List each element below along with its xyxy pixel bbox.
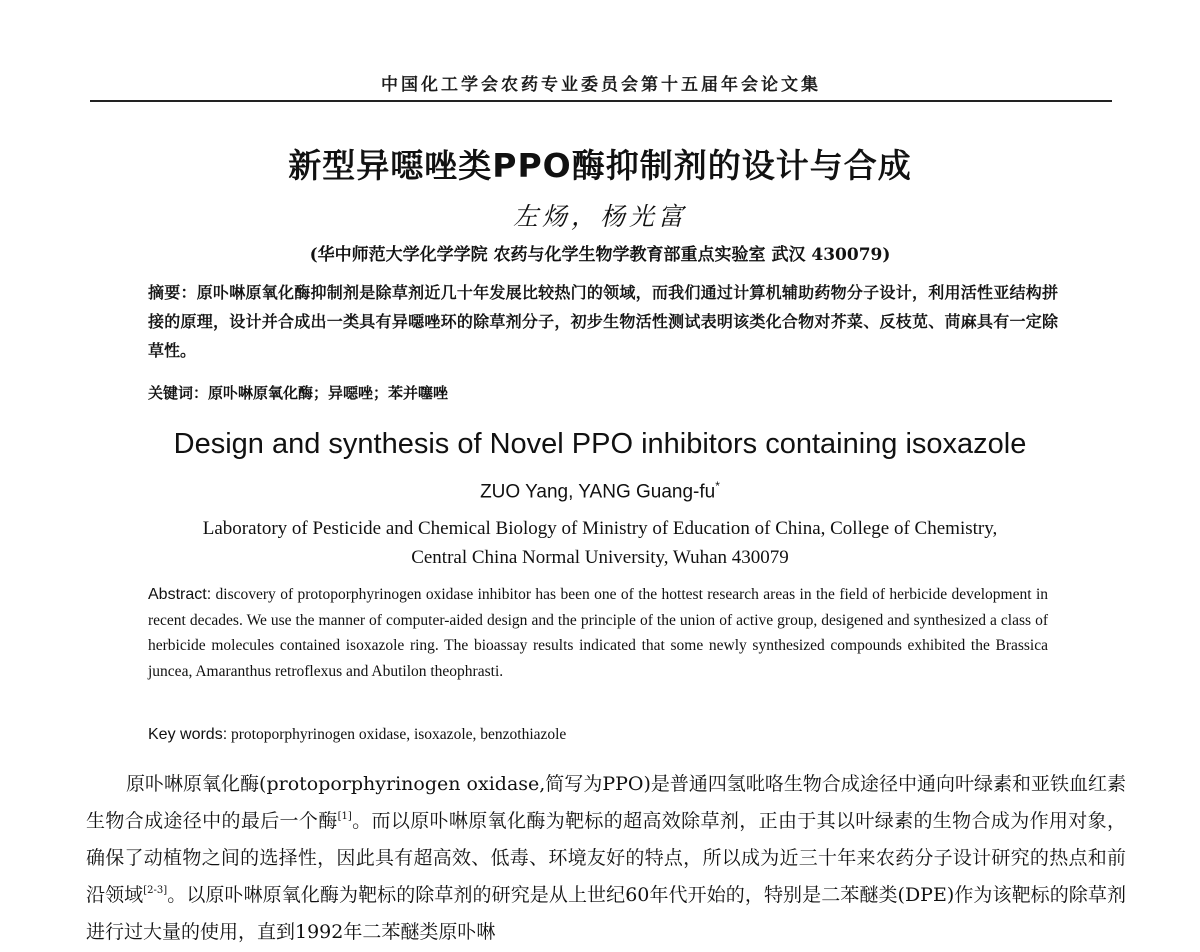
chinese-keywords-text: 原卟啉原氧化酶；异噁唑；苯并噻唑 bbox=[208, 384, 449, 402]
chinese-abstract-label: 摘要： bbox=[148, 283, 197, 302]
english-keywords-label: Key words: bbox=[148, 726, 228, 743]
reference-2: [2-3] bbox=[143, 885, 168, 896]
chinese-affiliation: (华中师范大学化学学院 农药与化学生物学教育部重点实验室 武汉 430079) bbox=[309, 245, 891, 265]
english-abstract-label: Abstract: bbox=[148, 586, 212, 603]
body-segment-1: 原卟啉原氧化酶(protoporphyrinogen oxidase,简写为PPO)是普通四氢吡咯生物合成途径中通向叶绿素和亚铁血红素生物合成途径中的最后一个酶 bbox=[86, 773, 1126, 832]
english-authors-names: ZUO Yang, YANG Guang-fu bbox=[480, 481, 716, 503]
body-segment-2: 。而以原卟啉原氧化酶为靶标的超高效除草剂，正由于其以叶绿素的生物合成为作用对象，确保了动植物之间的选择性，因此具有超高效、低毒、环境友好的特点，所以成为近三十年来农药分子设计研究的热点和前沿领域 bbox=[86, 810, 1126, 906]
english-affiliation-line-1: Laboratory of Pesticide and Chemical Biology of Ministry of Education of China, College of Chemistry, bbox=[202, 518, 998, 539]
english-abstract bbox=[148, 582, 1048, 684]
english-affiliation bbox=[130, 514, 1070, 572]
running-header: 中国化工学会农药专业委员会第十五届年会论文集 bbox=[381, 75, 821, 95]
english-abstract-text: discovery of protoporphyrinogen oxidase inhibitor has been one of the hottest research areas in the field of herbicide development in recent decades. We use the manner of computer-aided design and the principle of the union of active group, desigened and synthesized a class of herbicide molecules contained isoxazole ring. The bioassay results indicated that some newly synthesized compounds exhibited the Brassica juncea, Amaranthus retroflexus and Abutilon theophrasti. bbox=[148, 586, 1048, 680]
english-affiliation-line-2: Central China Normal University, Wuhan 430079 bbox=[411, 547, 789, 568]
chinese-abstract bbox=[148, 278, 1058, 365]
reference-1: [1] bbox=[337, 811, 352, 822]
chinese-authors: 左炀，杨光富 bbox=[512, 202, 687, 231]
chinese-title: 新型异噁唑类PPO酶抑制剂的设计与合成 bbox=[288, 146, 912, 185]
chinese-abstract-text: 原卟啉原氧化酶抑制剂是除草剂近几十年发展比较热门的领域，而我们通过计算机辅助药物分子设计，利用活性亚结构拼接的原理，设计并合成出一类具有异噁唑环的除草剂分子，初步生物活性测试表明该类化合物对芥菜、反枝苋、苘麻具有一定除草性。 bbox=[148, 283, 1058, 360]
english-keywords bbox=[148, 726, 1048, 744]
corresponding-author-mark: * bbox=[715, 479, 720, 493]
chinese-keywords-label: 关键词： bbox=[148, 384, 209, 402]
body-paragraph bbox=[86, 766, 1126, 951]
english-keywords-text: protoporphyrinogen oxidase, isoxazole, benzothiazole bbox=[227, 726, 567, 743]
header-rule bbox=[90, 100, 1112, 102]
body-segment-3: 。以原卟啉原氧化酶为靶标的除草剂的研究是从上世纪60年代开始的，特别是二苯醚类(DPE)作为该靶标的除草剂进行过大量的使用，直到1992年二苯醚类原卟啉 bbox=[86, 884, 1126, 943]
english-title: Design and synthesis of Novel PPO inhibitors containing isoxazole bbox=[173, 428, 1027, 460]
chinese-keywords bbox=[148, 382, 1058, 403]
english-authors bbox=[0, 479, 1200, 503]
